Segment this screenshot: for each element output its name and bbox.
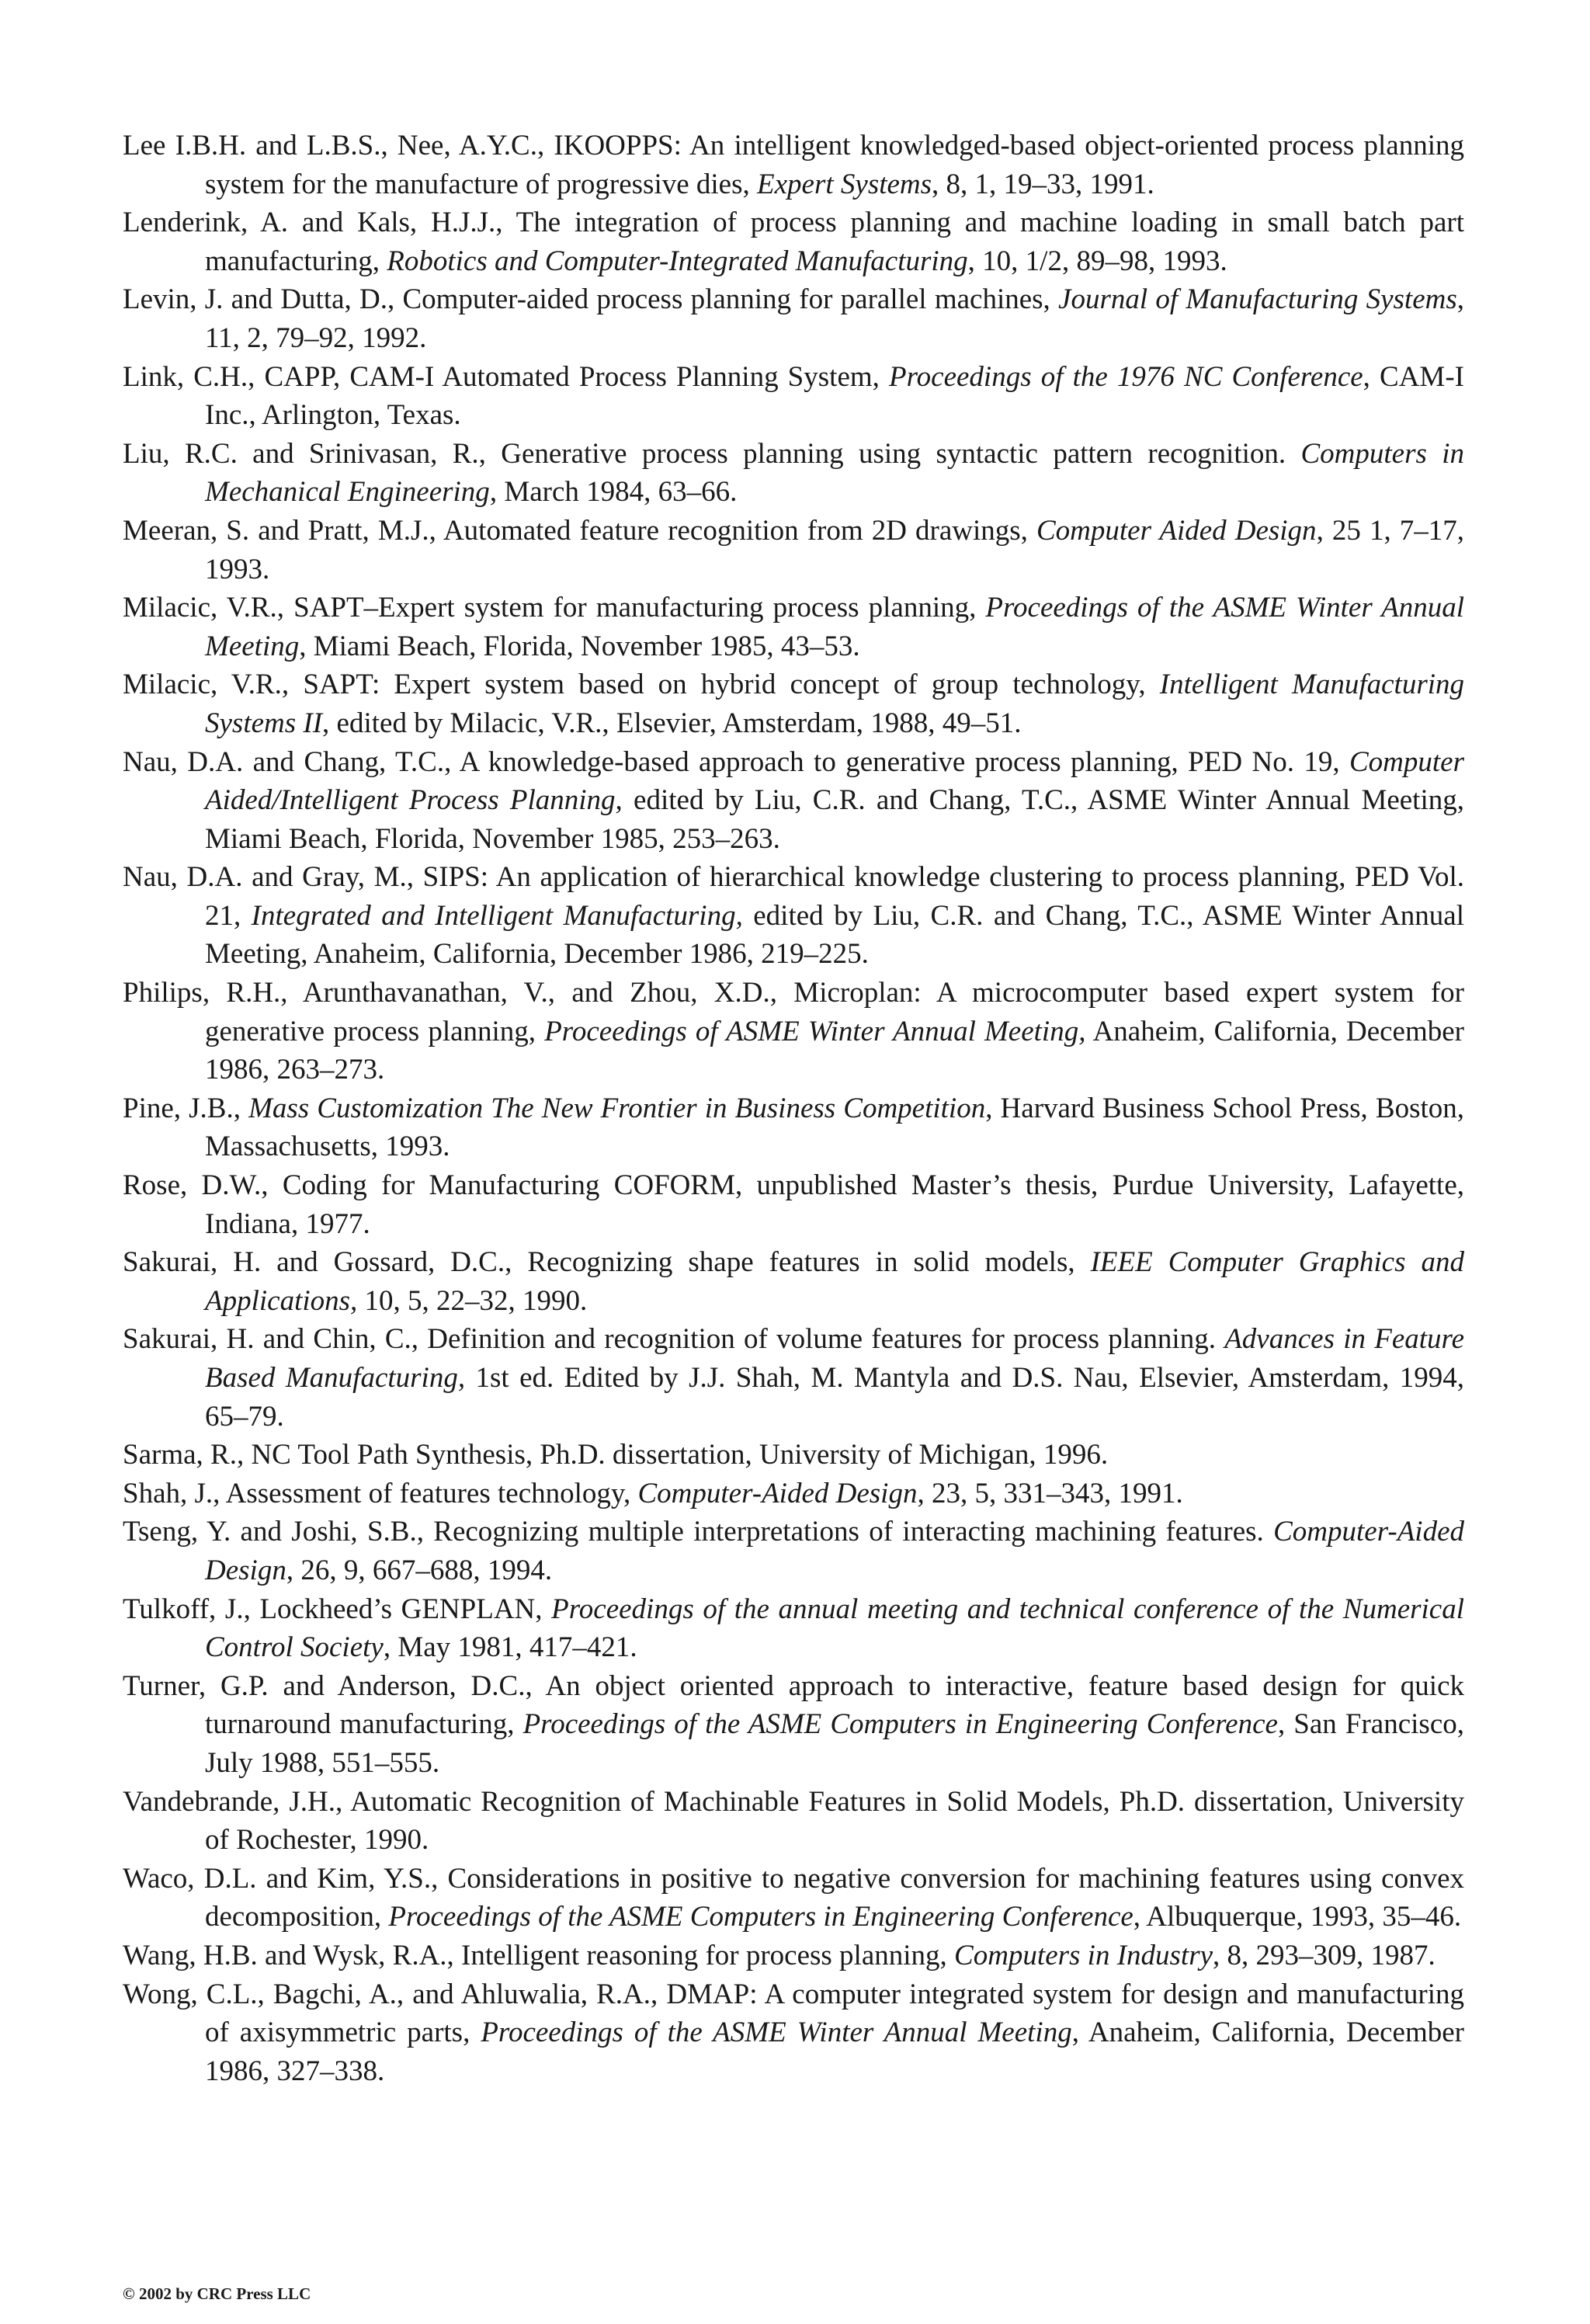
reference-item: [123, 858, 1464, 974]
reference-item: [123, 1860, 1464, 1937]
reference-item: [123, 1089, 1464, 1166]
reference-source-title: Journal of Manufacturing Systems: [1058, 283, 1457, 316]
reference-text: Wang, H.B. and Wysk, R.A., Intelligent reasoning for process planning,: [123, 1939, 955, 1971]
reference-item: [123, 1667, 1464, 1783]
reference-text: Sarma, R., NC Tool Path Synthesis, Ph.D. dissertation, University of Michigan, 1996.: [123, 1439, 1109, 1471]
reference-item: [123, 1475, 1464, 1513]
reference-text: , 8, 293–309, 1987.: [1213, 1939, 1436, 1971]
reference-item: [123, 1513, 1464, 1589]
reference-text: Vandebrande, J.H., Automatic Recognition of Machinable Features in Solid Models, Ph.D. dissertation, University of Rochester, 1990.: [123, 1785, 1464, 1857]
reference-text: 10, 5, 22–32, 1990.: [357, 1284, 588, 1317]
reference-text: , Albuquerque, 1993, 35–46.: [1133, 1901, 1462, 1933]
reference-item: [123, 1975, 1464, 2091]
reference-text: , edited by Milacic, V.R., Elsevier, Amsterdam, 1988, 49–51.: [322, 707, 1022, 739]
reference-source-title: Proceedings of the ASME Winter Annual Meeting: [481, 2017, 1072, 2049]
reference-text: , 8, 1, 19–33, 1991.: [932, 168, 1154, 200]
reference-text: Nau, D.A. and Gray, M., SIPS: An application of hierarchical knowledge clustering to process planning, PED Vol. 21,: [123, 861, 1464, 932]
reference-text: 1st ed. Edited by J.J. Shah, M. Mantyla and D.S. Nau, Elsevier, Amsterdam, 1994, 65–79.: [205, 1362, 1465, 1433]
reference-text: Meeran, S. and Pratt, M.J., Automated feature recognition from 2D drawings,: [123, 514, 1036, 547]
reference-item: [123, 127, 1464, 203]
reference-item: [123, 1243, 1464, 1320]
reference-source-title: Proceedings of the ASME Computers in Engineering Conference: [522, 1708, 1278, 1741]
reference-item: [123, 1436, 1464, 1475]
reference-source-title: Computer-Aided Design: [205, 1516, 1464, 1586]
reference-text: Shah, J., Assessment of features technology,: [123, 1477, 638, 1509]
reference-source-title: Proceedings of the ASME Computers in Engineering Conference: [388, 1901, 1133, 1933]
copyright-footer: © 2002 by CRC Press LLC: [123, 2284, 311, 2303]
reference-text: Liu, R.C. and Srinivasan, R., Generative process planning using syntactic pattern recognition.: [123, 437, 1301, 470]
reference-text: Tseng, Y. and Joshi, S.B., Recognizing multiple interpretations of interacting machining features.: [123, 1516, 1274, 1548]
reference-item: [123, 589, 1464, 665]
reference-item: [123, 280, 1464, 357]
reference-text: Pine, J.B.,: [123, 1092, 249, 1124]
reference-item: [123, 203, 1464, 280]
reference-text: , 23, 5, 331–343, 1991.: [917, 1477, 1183, 1509]
reference-text: , 26, 9, 667–688, 1994.: [286, 1554, 553, 1586]
reference-item: [123, 974, 1464, 1089]
reference-text: Wong, C.L., Bagchi, A., and Ahluwalia, R.A., DMAP: A computer integrated system for design and manufacturing of axisymmetric parts,: [123, 1978, 1464, 2049]
reference-item: [123, 1783, 1464, 1860]
reference-item: [123, 1590, 1464, 1667]
reference-text: , Anaheim, California, December 1986, 327–338.: [205, 2017, 1465, 2087]
reference-source-title: Expert Systems: [757, 168, 932, 200]
reference-text: Sakurai, H. and Chin, C., Definition and recognition of volume features for process planning.: [123, 1323, 1225, 1356]
reference-text: , Harvard Business School Press, Boston, Massachusetts, 1993.: [205, 1092, 1464, 1163]
reference-text: Lenderink, A. and Kals, H.J.J., The integration of process planning and machine loading in small batch part manufacturing,: [123, 207, 1464, 277]
reference-text: Anaheim, California, December 1986, 263–273.: [205, 1015, 1464, 1086]
reference-source-title: Computer Aided Design: [1036, 514, 1317, 547]
reference-item: [123, 435, 1464, 512]
reference-text: Milacic, V.R., SAPT: Expert system based on hybrid concept of group technology,: [123, 669, 1160, 701]
reference-text: Philips, R.H., Arunthavanathan, V., and Zhou, X.D., Microplan: A microcomputer based expert system for generative process planning,: [123, 977, 1464, 1047]
reference-text: edited by Liu, C.R. and Chang, T.C., ASME Winter Annual Meeting, Anaheim, California, December 1986, 219–225.: [205, 899, 1465, 971]
reference-text: Rose, D.W., Coding for Manufacturing COFORM, unpublished Master’s thesis, Purdue University, Lafayette, Indiana, 1977.: [123, 1169, 1464, 1240]
reference-source-title: Mass Customization The New Frontier in Business Competition: [248, 1092, 986, 1124]
reference-source-title: Intelligent Manufacturing Systems II: [205, 669, 1464, 739]
reference-source-title: Computers in Industry: [954, 1939, 1213, 1971]
reference-source-title: Proceedings of the 1976 NC Conference: [889, 360, 1363, 393]
reference-text: , San Francisco, July 1988, 551–555.: [205, 1708, 1465, 1779]
reference-item: [123, 512, 1464, 589]
reference-source-title: IEEE Computer Graphics and Applications,: [205, 1246, 1464, 1317]
reference-text: Turner, G.P. and Anderson, D.C., An object oriented approach to interactive, feature based design for quick turnaround manufacturing,: [123, 1669, 1464, 1741]
reference-text: Levin, J. and Dutta, D., Computer-aided process planning for parallel machines,: [123, 283, 1059, 316]
reference-text: Link, C.H., CAPP, CAM-I Automated Process Planning System,: [123, 360, 890, 393]
reference-item: [123, 1166, 1464, 1243]
reference-source-title: Computer-Aided Design: [637, 1477, 918, 1509]
reference-text: Milacic, V.R., SAPT–Expert system for manufacturing process planning,: [123, 592, 986, 624]
reference-text: Waco, D.L. and Kim, Y.S., Considerations in positive to negative conversion for machining features using convex decomposition,: [123, 1862, 1464, 1933]
reference-source-title: Robotics and Computer-Integrated Manufacturing: [387, 245, 968, 277]
reference-text: Lee I.B.H. and L.B.S., Nee, A.Y.C., IKOOPPS: An intelligent knowledged-based object-oriented process planning system for the manufacture of progressive dies,: [123, 130, 1464, 200]
reference-text: , CAM-I Inc., Arlington, Texas.: [205, 360, 1464, 432]
reference-list: [123, 127, 1464, 2090]
reference-source-title: Computers in Mechanical Engineering: [205, 437, 1464, 509]
reference-item: [123, 665, 1464, 742]
reference-text: , May 1981, 417–421.: [383, 1631, 637, 1664]
reference-item: [123, 743, 1464, 859]
reference-source-title: Advances in Feature Based Manufacturing,: [205, 1323, 1464, 1394]
reference-source-title: Proceedings of the annual meeting and technical conference of the Numerical Control Society: [205, 1593, 1464, 1664]
reference-source-title: Proceedings of the ASME Winter Annual Meeting: [205, 592, 1464, 662]
reference-source-title: Proceedings of ASME Winter Annual Meeting,: [544, 1015, 1086, 1047]
reference-source-title: Computer Aided/Intelligent Process Planning,: [205, 745, 1464, 817]
reference-text: , March 1984, 63–66.: [489, 476, 738, 509]
reference-text: , Miami Beach, Florida, November 1985, 43–53.: [299, 630, 860, 662]
reference-text: , 10, 1/2, 89–98, 1993.: [967, 245, 1227, 277]
reference-item: [123, 1937, 1464, 1975]
reference-text: Sakurai, H. and Gossard, D.C., Recognizing shape features in solid models,: [123, 1246, 1091, 1279]
reference-text: Tulkoff, J., Lockheed’s GENPLAN,: [123, 1593, 552, 1625]
reference-text: edited by Liu, C.R. and Chang, T.C., ASME Winter Annual Meeting, Miami Beach, Florida, November 1985, 253–263.: [205, 784, 1464, 855]
reference-source-title: Integrated and Intelligent Manufacturing,: [251, 899, 743, 932]
reference-text: , 25 1, 7–17, 1993.: [205, 514, 1465, 585]
reference-item: [123, 358, 1464, 435]
reference-text: , 11, 2, 79–92, 1992.: [205, 283, 1464, 354]
reference-text: Nau, D.A. and Chang, T.C., A knowledge-based approach to generative process planning, PED No. 19,: [123, 745, 1349, 778]
reference-item: [123, 1320, 1464, 1436]
